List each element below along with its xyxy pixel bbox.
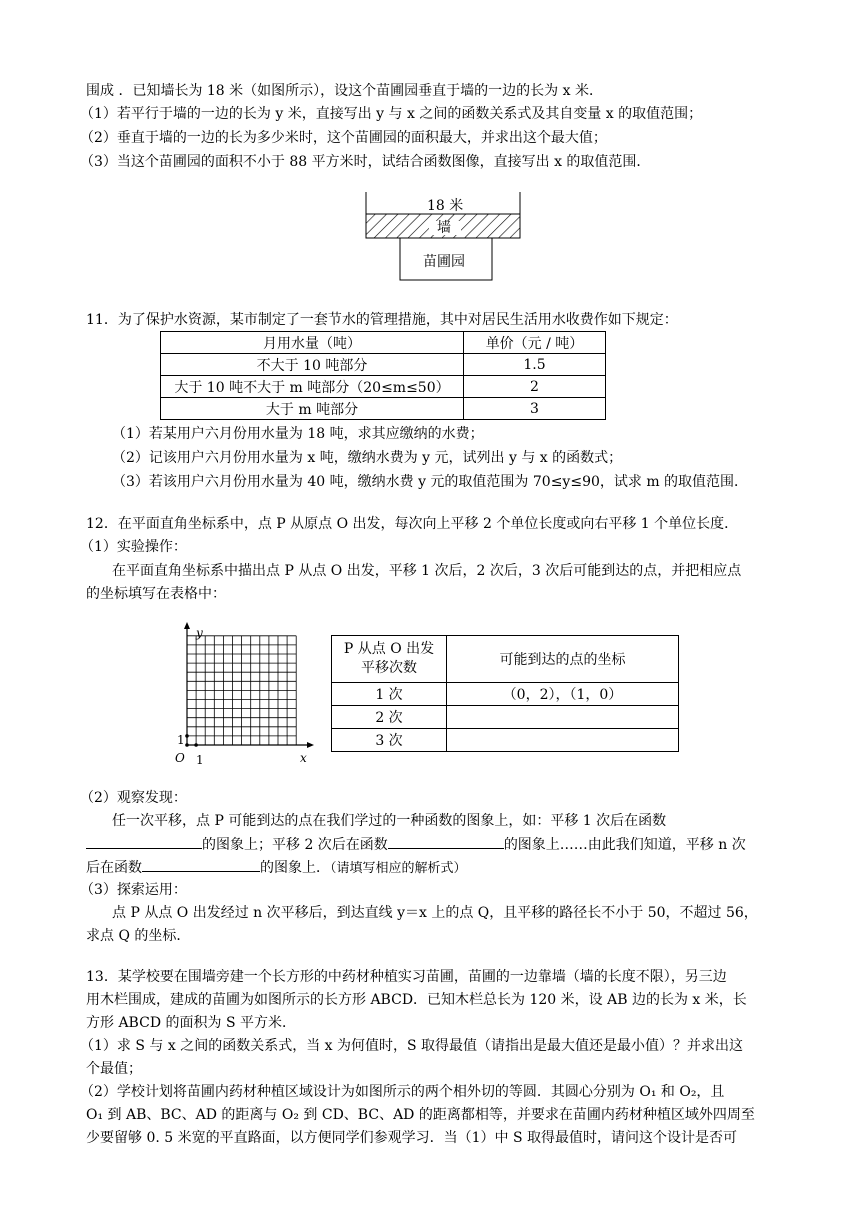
table-cell: 2 <box>464 376 606 398</box>
table-cell-answer[interactable] <box>447 706 679 729</box>
q12-s3-line2: 求点 Q 的坐标． <box>86 928 191 944</box>
y-axis-label: y <box>196 626 203 640</box>
table-cell: 3 次 <box>332 729 447 752</box>
x-axis-label: x <box>300 751 307 765</box>
q12-s2-text-d: 后在函数 <box>86 860 142 876</box>
q11-part2: （2）记该用户六月份用水量为 x 吨，缴纳水费为 y 元，试列出 y 与 x 的函数式； <box>112 450 623 466</box>
answer-blank-2[interactable] <box>388 834 504 849</box>
answer-blank-1[interactable] <box>86 834 202 849</box>
q12-s2-text-b: 的图象上；平移 2 次后在函数 <box>202 837 388 853</box>
q11-part3: （3）若该用户六月份用水量为 40 吨，缴纳水费 y 元的取值范围为 70≤y≤90，试求 m 的取值范围． <box>112 474 749 490</box>
grid-point <box>185 743 189 747</box>
table-row <box>161 376 606 398</box>
q12-s2-line2 <box>86 834 746 855</box>
q13-part2-c: 少要留够 0. 5 米宽的平直路面，以方便同学们参观学习．当（1）中 S 取得最值时，请问这个设计是否可 <box>86 1130 738 1146</box>
wall-length-label: 18 米 <box>427 198 464 214</box>
origin-label: O <box>175 751 185 765</box>
y-axis-arrow <box>184 622 190 629</box>
table-row <box>161 354 606 376</box>
grid-svg <box>170 622 315 767</box>
table-row <box>161 398 606 420</box>
table-header-steps-line2: 平移次数 <box>361 660 417 676</box>
x-axis-arrow <box>307 742 314 748</box>
table-header-steps-line1: P 从点 O 出发 <box>343 641 435 657</box>
q12-s2-text-c: 的图象上……由此我们知道，平移 n 次 <box>503 837 746 853</box>
x-tick-1: 1 <box>196 753 204 767</box>
q13-line3: 方形 ABCD 的面积为 S 平方米． <box>86 1015 296 1031</box>
q10-part2: （2）垂直于墙的一边的长为多少米时，这个苗圃园的面积最大，并求出这个最大值； <box>80 130 607 146</box>
grid-point <box>185 734 189 738</box>
q12-s1-title: （1）实验操作： <box>80 539 187 555</box>
q12-s2-title: （2）观察发现： <box>80 790 187 806</box>
q12-s1-line2: 的坐标填写在表格中： <box>86 586 226 602</box>
table-header-coords: 可能到达的点的坐标 <box>447 636 679 683</box>
q12-intro: 12．在平面直角坐标系中，点 P 从原点 O 出发，每次向上平移 2 个单位长度或向右平移 1 个单位长度． <box>86 516 739 532</box>
q12-coordinate-grid <box>170 622 315 767</box>
table-header-price: 单价（元 / 吨） <box>464 332 606 354</box>
table-cell-answer[interactable] <box>447 729 679 752</box>
table-cell: 3 <box>464 398 606 420</box>
grid-point <box>194 743 198 747</box>
answer-blank-3[interactable] <box>142 857 260 872</box>
table-cell: 大于 m 吨部分 <box>161 398 464 420</box>
table-cell: 2 次 <box>332 706 447 729</box>
wall-label: 墙 <box>437 220 451 236</box>
q11-part1: （1）若某用户六月份用水量为 18 吨，求其应缴纳的水费； <box>112 426 484 442</box>
q12-s1-line1: 在平面直角坐标系中描出点 P 从点 O 出发，平移 1 次后，2 次后，3 次后可能到达的点，并把相应点 <box>112 563 742 579</box>
q12-s2-line1: 任一次平移，点 P 可能到达的点在我们学过的一种函数的图象上，如：平移 1 次后在函数 <box>112 813 667 829</box>
table-row <box>332 706 679 729</box>
q10-intro: 围成 ．已知墙长为 18 米（如图所示），设这个苗圃园垂直于墙的一边的长为 x 米． <box>86 83 603 99</box>
q10-figure <box>365 190 525 282</box>
table-header-steps <box>332 636 447 683</box>
y-tick-1: 1 <box>177 733 185 747</box>
q10-part1: （1）若平行于墙的一边的长为 y 米，直接写出 y 与 x 之间的函数关系式及其自变量 x 的取值范围； <box>80 106 703 122</box>
table-cell: 大于 10 吨不大于 m 吨部分（20≤m≤50） <box>161 376 464 398</box>
table-header-usage: 月用水量（吨） <box>161 332 464 354</box>
q10-part3: （3）当这个苗圃园的面积不小于 88 平方米时，试结合函数图像，直接写出 x 的取值范围． <box>80 154 651 170</box>
table-row <box>332 636 679 683</box>
q12-s3-title: （3）探索运用： <box>80 882 187 898</box>
q13-line2: 用木栏围成，建成的苗圃为如图所示的长方形 ABCD．已知木栏总长为 120 米，设 AB 边的长为 x 米，长 <box>86 992 747 1008</box>
garden-label: 苗圃园 <box>423 254 465 270</box>
table-cell: 不大于 10 吨部分 <box>161 354 464 376</box>
q12-coordinate-table <box>331 635 679 752</box>
q11-price-table <box>160 331 606 420</box>
q13-line1: 13．某学校要在围墙旁建一个长方形的中药材种植实习苗圃，苗圃的一边靠墙（墙的长度不限），另三边 <box>86 969 727 985</box>
table-cell: 1 次 <box>332 683 447 706</box>
q12-s2-note: （请填写相应的解析式） <box>330 861 467 876</box>
q12-s2-line3 <box>86 857 467 879</box>
table-row <box>161 332 606 354</box>
table-row <box>332 683 679 706</box>
q13-part1-b: 个最值； <box>86 1061 142 1077</box>
q13-part2-a: （2）学校计划将苗圃内药材种植区域设计为如图所示的两个相外切的等圆．其圆心分别为 O₁ 和 O₂，且 <box>80 1084 725 1100</box>
table-row <box>332 729 679 752</box>
q12-s3-line1: 点 P 从点 O 出发经过 n 次平移后，到达直线 y＝x 上的点 Q，且平移的路径长不小于 50，不超过 56， <box>112 905 758 921</box>
table-cell: （0，2），（1，0） <box>447 683 679 706</box>
table-cell: 1.5 <box>464 354 606 376</box>
q13-part1-a: （1）求 S 与 x 之间的函数关系式，当 x 为何值时，S 取得最值（请指出是最大值还是最小值）？并求出这 <box>80 1038 744 1054</box>
q11-intro: 11．为了保护水资源，某市制定了一套节水的管理措施，其中对居民生活用水收费作如下规定： <box>86 312 678 328</box>
q13-part2-b: O₁ 到 AB、BC、AD 的距离与 O₂ 到 CD、BC、AD 的距离都相等，并要求在苗圃内药材种植区域外四周至 <box>86 1107 755 1123</box>
q12-s2-text-e: 的图象上． <box>260 860 330 876</box>
